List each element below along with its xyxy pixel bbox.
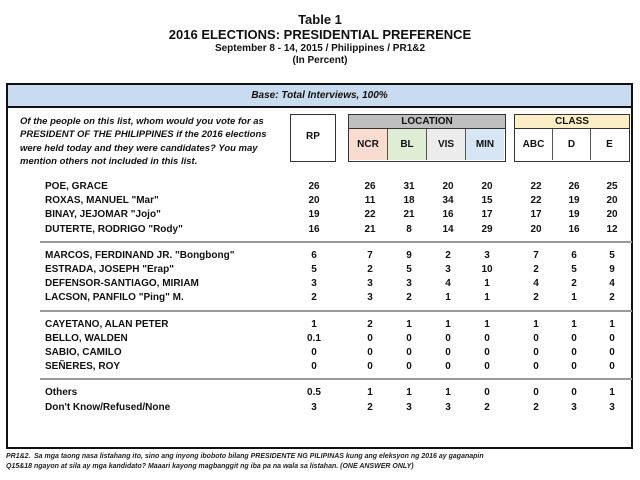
cell-value: 0 xyxy=(533,332,539,344)
cell-value: 0 xyxy=(484,332,490,344)
cell-value: 1 xyxy=(445,292,451,304)
cell-value: 0 xyxy=(609,361,615,373)
cell-value: 21 xyxy=(364,223,376,235)
cell-value: 26 xyxy=(364,181,376,192)
cell-value: 11 xyxy=(364,195,376,207)
cell-value: 18 xyxy=(403,195,415,207)
cell-value: 16 xyxy=(568,223,580,235)
table-row xyxy=(8,292,631,306)
table-row xyxy=(8,264,631,278)
cell-value: 1 xyxy=(533,318,539,330)
table-subtitle: September 8 - 14, 2015 / Philippines / PR1&2 xyxy=(214,43,426,54)
footnote-line-1: Sa mga taong nasa listahang ito, sino ang inyong iboboto bilang PRESIDENTE NG PILIPINAS kung ang eleksyon ng 2016 ay gaganapin xyxy=(34,453,484,460)
table-row xyxy=(8,278,631,292)
cell-value: 26 xyxy=(308,181,320,192)
cell-value: 0 xyxy=(533,347,539,358)
cell-value: 0 xyxy=(484,347,490,358)
cell-value: 20 xyxy=(606,195,618,207)
cell-value: 4 xyxy=(609,278,615,290)
table-row xyxy=(8,347,631,361)
vis-header: VIS xyxy=(427,129,466,160)
footnote-line-2: ngayon at sila ay mga kandidato? Maaari kayong magbanggit ng iba pa na wala sa listahan. (ONE ANSWER ONLY) xyxy=(34,463,414,470)
cell-value: 20 xyxy=(442,181,454,192)
cell-value: 2 xyxy=(533,292,539,304)
candidate-name: SEÑERES, ROY xyxy=(45,361,121,373)
cell-value: 16 xyxy=(442,209,454,221)
cell-value: 0 xyxy=(571,361,577,373)
table-row xyxy=(8,361,631,375)
d-header: D xyxy=(553,129,591,160)
candidate-name: MARCOS, FERDINAND JR. "Bongbong" xyxy=(45,249,235,261)
table-row xyxy=(8,333,631,347)
cell-value: 2 xyxy=(367,318,373,330)
cell-value: 3 xyxy=(445,264,451,275)
location-header-box xyxy=(348,114,506,162)
cell-value: 1 xyxy=(311,318,317,330)
cell-value: 16 xyxy=(308,223,320,235)
abc-header: ABC xyxy=(515,129,553,160)
cell-value: 3 xyxy=(367,278,373,290)
cell-value: 0 xyxy=(609,347,615,358)
table-unit: (In Percent) xyxy=(292,55,348,66)
cell-value: 0 xyxy=(406,332,412,344)
cell-value: 3 xyxy=(311,401,317,413)
cell-value: 10 xyxy=(481,264,493,275)
cell-value: 9 xyxy=(609,264,615,275)
cell-value: 21 xyxy=(403,209,415,221)
cell-value: 34 xyxy=(442,195,454,207)
cell-value: 2 xyxy=(533,264,539,275)
table-title: 2016 ELECTIONS: PRESIDENTIAL PREFERENCE xyxy=(168,27,472,42)
candidate-name: LACSON, PANFILO "Ping" M. xyxy=(45,292,184,304)
cell-value: 0 xyxy=(609,332,615,344)
cell-value: 1 xyxy=(571,318,577,330)
cell-value: 4 xyxy=(533,278,539,290)
cell-value: 1 xyxy=(445,318,451,330)
cell-value: 31 xyxy=(403,181,415,192)
candidate-name: BELLO, WALDEN xyxy=(45,332,128,344)
candidate-name: ESTRADA, JOSEPH "Erap" xyxy=(45,264,174,275)
footnote xyxy=(6,452,626,472)
bl-header: BL xyxy=(388,129,427,160)
cell-value: 0 xyxy=(406,361,412,373)
survey-question: Of the people on this list, whom would you vote for as PRESIDENT OF THE PHILIPPINES if the 2016 elections were held today and they were candidates? You may mention others not included in this list. xyxy=(20,116,267,168)
candidate-name: DEFENSOR-SANTIAGO, MIRIAM xyxy=(45,278,199,290)
cell-value: 2 xyxy=(367,264,373,275)
table-row xyxy=(8,224,631,238)
cell-value: 1 xyxy=(367,387,373,399)
cell-value: 0 xyxy=(533,387,539,399)
candidate-name: SABIO, CAMILO xyxy=(45,347,122,358)
cell-value: 2 xyxy=(609,292,615,304)
cell-value: 1 xyxy=(406,387,412,399)
table-header xyxy=(0,8,640,67)
cell-value: 1 xyxy=(406,318,412,330)
class-header-box xyxy=(514,114,630,162)
cell-value: 3 xyxy=(445,401,451,413)
cell-value: 0.1 xyxy=(307,332,321,344)
cell-value: 3 xyxy=(367,292,373,304)
cell-value: 1 xyxy=(484,292,490,304)
cell-value: 1 xyxy=(484,278,490,290)
cell-value: 0 xyxy=(367,347,373,358)
rp-header-box xyxy=(290,114,336,162)
cell-value: 15 xyxy=(481,195,493,207)
cell-value: 1 xyxy=(609,318,615,330)
cell-value: 3 xyxy=(571,401,577,413)
cell-value: 14 xyxy=(442,223,454,235)
cell-value: 22 xyxy=(364,209,376,221)
cell-value: 7 xyxy=(367,249,373,261)
cell-value: 0 xyxy=(571,332,577,344)
cell-value: 5 xyxy=(406,264,412,275)
cell-value: 6 xyxy=(311,249,317,261)
group-divider xyxy=(40,310,632,312)
cell-value: 0 xyxy=(571,387,577,399)
results-table xyxy=(6,83,633,449)
location-group-header: LOCATION xyxy=(349,115,505,129)
cell-value: 3 xyxy=(609,401,615,413)
cell-value: 20 xyxy=(308,195,320,207)
candidate-name: POE, GRACE xyxy=(45,181,108,192)
cell-value: 9 xyxy=(406,249,412,261)
table-row xyxy=(8,387,631,401)
cell-value: 1 xyxy=(571,292,577,304)
table-label: Table 1 xyxy=(298,12,342,27)
table-row xyxy=(8,402,631,416)
cell-value: 2 xyxy=(571,278,577,290)
candidate-name: ROXAS, MANUEL "Mar" xyxy=(45,195,159,207)
cell-value: 3 xyxy=(311,278,317,290)
cell-value: 2 xyxy=(311,292,317,304)
cell-value: 29 xyxy=(481,223,493,235)
cell-value: 17 xyxy=(481,209,493,221)
cell-value: 1 xyxy=(484,318,490,330)
table-row xyxy=(8,181,631,195)
min-header: MIN xyxy=(466,129,504,160)
cell-value: 2 xyxy=(484,401,490,413)
table-row xyxy=(8,319,631,333)
cell-value: 0.5 xyxy=(307,387,321,399)
cell-value: 20 xyxy=(530,223,542,235)
cell-value: 0 xyxy=(367,361,373,373)
cell-value: 5 xyxy=(571,264,577,275)
cell-value: 0 xyxy=(311,361,317,373)
cell-value: 8 xyxy=(406,223,412,235)
cell-value: 0 xyxy=(406,347,412,358)
table-row xyxy=(8,195,631,209)
cell-value: 12 xyxy=(606,223,618,235)
cell-value: 26 xyxy=(568,181,580,192)
group-divider xyxy=(40,241,632,243)
cell-value: 19 xyxy=(568,209,580,221)
cell-value: 7 xyxy=(533,249,539,261)
candidate-name: DUTERTE, RODRIGO "Rody" xyxy=(45,223,183,235)
candidate-name: Others xyxy=(45,387,78,399)
cell-value: 22 xyxy=(530,195,542,207)
ncr-header: NCR xyxy=(349,129,388,160)
candidate-name: Don't Know/Refused/None xyxy=(45,401,171,413)
cell-value: 17 xyxy=(530,209,542,221)
cell-value: 2 xyxy=(445,249,451,261)
cell-value: 19 xyxy=(308,209,320,221)
cell-value: 3 xyxy=(484,249,490,261)
cell-value: 20 xyxy=(481,181,493,192)
e-header: E xyxy=(606,139,613,150)
cell-value: 19 xyxy=(568,195,580,207)
cell-value: 0 xyxy=(367,332,373,344)
table-row xyxy=(8,209,631,223)
base-label: Base: Total Interviews, 100% xyxy=(8,85,631,108)
cell-value: 0 xyxy=(571,347,577,358)
footnote-code-2: Q15&18 xyxy=(6,463,33,470)
cell-value: 0 xyxy=(445,347,451,358)
candidate-name: BINAY, JEJOMAR "Jojo" xyxy=(45,209,161,221)
cell-value: 0 xyxy=(445,332,451,344)
rp-header: RP xyxy=(306,131,320,142)
cell-value: 6 xyxy=(571,249,577,261)
cell-value: 0 xyxy=(484,361,490,373)
cell-value: 3 xyxy=(406,401,412,413)
cell-value: 5 xyxy=(311,264,317,275)
candidate-name: CAYETANO, ALAN PETER xyxy=(45,318,169,330)
cell-value: 2 xyxy=(533,401,539,413)
cell-value: 0 xyxy=(484,387,490,399)
cell-value: 2 xyxy=(406,292,412,304)
class-group-header: CLASS xyxy=(515,115,629,129)
cell-value: 25 xyxy=(606,181,618,192)
cell-value: 20 xyxy=(606,209,618,221)
footnote-code-1: PR1&2. xyxy=(6,453,31,460)
cell-value: 0 xyxy=(311,347,317,358)
cell-value: 5 xyxy=(609,249,615,261)
group-divider xyxy=(40,378,632,380)
cell-value: 0 xyxy=(445,361,451,373)
cell-value: 2 xyxy=(367,401,373,413)
cell-value: 22 xyxy=(530,181,542,192)
cell-value: 0 xyxy=(533,361,539,373)
cell-value: 1 xyxy=(445,387,451,399)
cell-value: 4 xyxy=(445,278,451,290)
cell-value: 3 xyxy=(406,278,412,290)
table-row xyxy=(8,250,631,264)
cell-value: 1 xyxy=(609,387,615,399)
